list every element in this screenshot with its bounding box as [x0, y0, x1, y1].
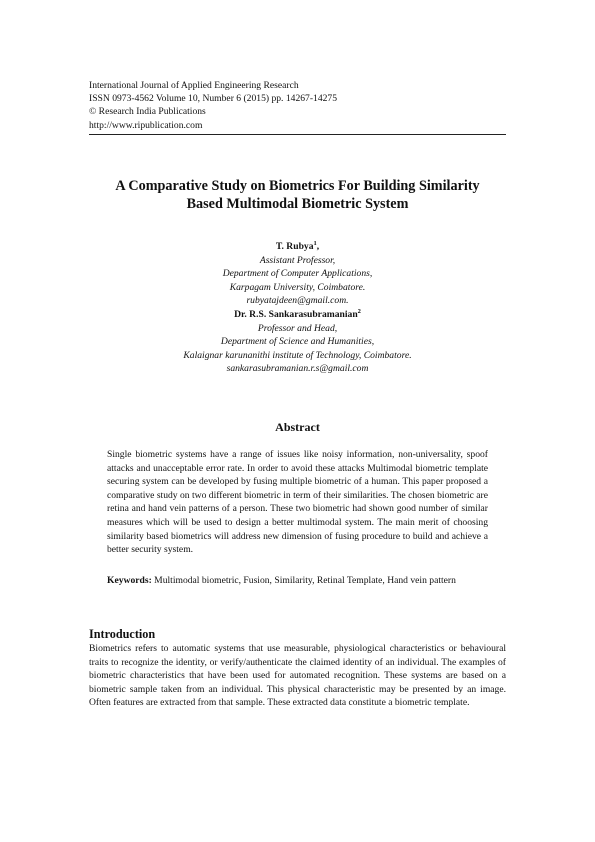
introduction-text: Biometrics refers to automatic systems that use measurable, physiological characteristics or behavioural traits to recognize the identity, or verify/authenticate the claimed identity of an individual. The examples of biometric characteristics that have been used for automated recognition. These systems are based on a biometric sample taken from an individual. This physical characteristic may be presented by an image. Often features are extracted from that sample. These extracted data constitute a biometric template.	[89, 643, 506, 709]
author-2-affiliation-marker: 2	[357, 307, 361, 315]
paper-title	[89, 177, 506, 213]
keywords-text: Multimodal biometric, Fusion, Similarity, Retinal Template, Hand vein pattern	[154, 575, 456, 586]
journal-name: International Journal of Applied Engineering Research	[89, 80, 299, 91]
author-1-title: Assistant Professor,	[259, 254, 336, 266]
author-2-institution: Kalaignar karunanithi institute of Technology, Coimbatore.	[183, 349, 412, 361]
author-block	[89, 240, 506, 376]
author-1-affiliation-marker: 1	[313, 239, 317, 247]
journal-header	[89, 79, 506, 135]
author-1-institution: Karpagam University, Coimbatore.	[229, 281, 366, 293]
author-1-email[interactable]: rubyatajdeen@gmail.com.	[246, 295, 349, 307]
introduction-heading: Introduction	[89, 627, 156, 641]
author-2-department: Department of Science and Humanities,	[220, 336, 375, 348]
author-2-email[interactable]: sankarasubramanian.r.s@gmail.com	[226, 363, 369, 375]
journal-url[interactable]: http://www.ripublication.com	[89, 119, 203, 131]
author-2-name: Dr. R.S. Sankarasubramanian	[234, 308, 358, 320]
author-2	[89, 308, 506, 322]
journal-issn: ISSN 0973-4562 Volume 10, Number 6 (2015) pp. 14267-14275	[89, 93, 338, 105]
paper-title-line-2: Based Multimodal Biometric System	[186, 196, 409, 212]
abstract-heading: Abstract	[275, 420, 320, 434]
keywords-label: Keywords:	[107, 575, 152, 586]
author-1	[89, 240, 506, 254]
author-1-name: T. Rubya	[275, 241, 314, 252]
abstract-text: Single biometric systems have a range of issues like noisy information, non-universality, spoof attacks and unacceptable error rate. In order to avoid these attacks Multimodal biometric template securing system can be developed by fusing multiple biometric of a human. This paper proposed a comparative study on two different biometric in term of their similarities. The chosen biometric are retina and hand vein patterns of a person. These two biometric had shown good number of similar measures which will be used to design a better multimodal system. The main merit of choosing similarity based biometrics will address new dimension of fusing procedure to build and achieve a better security system.	[107, 449, 488, 556]
author-1-comma: ,	[316, 241, 320, 252]
author-2-title: Professor and Head,	[257, 322, 338, 334]
paper-title-line-1: A Comparative Study on Biometrics For Building Similarity	[115, 178, 480, 194]
keywords	[107, 574, 488, 588]
author-1-department: Department of Computer Applications,	[222, 268, 373, 280]
journal-publisher: © Research India Publications	[89, 106, 206, 118]
